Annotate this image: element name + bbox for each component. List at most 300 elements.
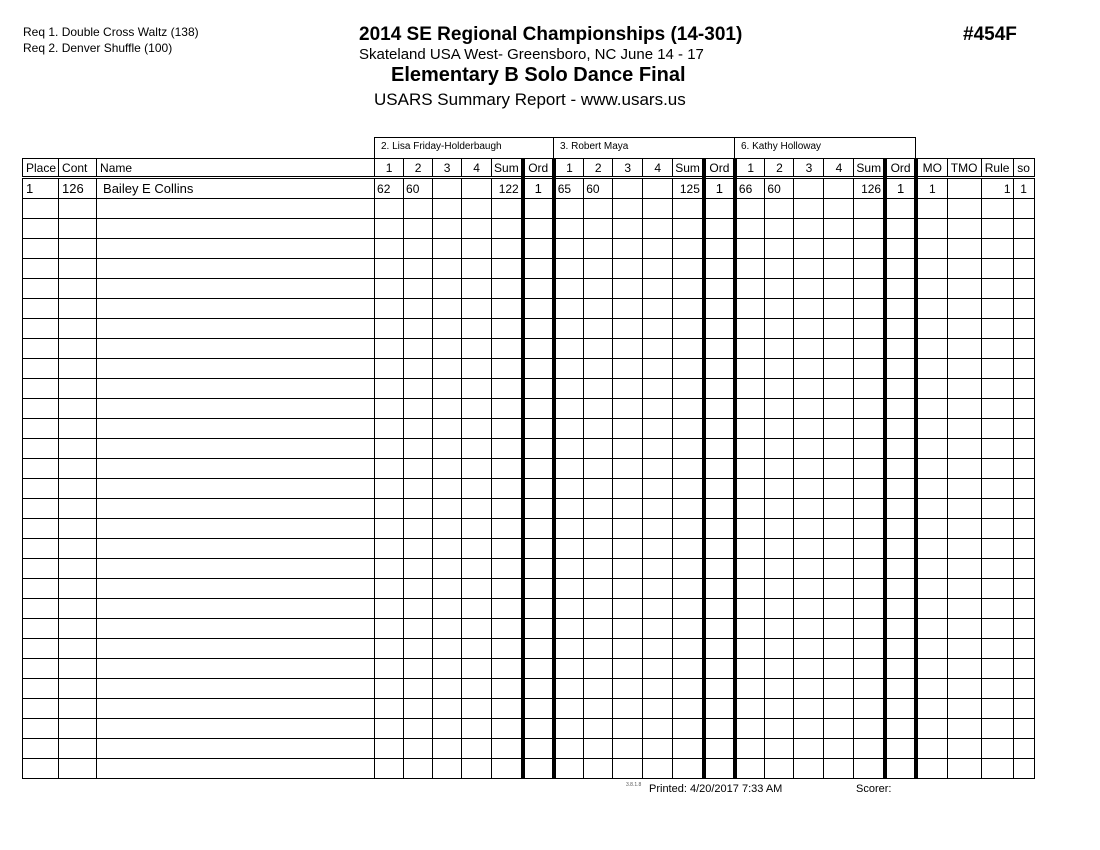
empty-cell [673,519,704,539]
empty-cell [404,639,433,659]
empty-cell [1013,579,1034,599]
empty-cell [613,279,643,299]
empty-cell [462,759,492,779]
empty-cell [765,719,794,739]
empty-cell [462,499,492,519]
empty-cell [433,239,462,259]
event-number: #454F [963,24,1017,45]
empty-cell [375,419,404,439]
empty-cell [981,499,1013,519]
empty-cell [462,359,492,379]
empty-cell [523,299,554,319]
empty-cell [947,699,981,719]
empty-cell [462,239,492,259]
empty-cell [735,359,765,379]
empty-cell [492,659,523,679]
empty-cell [462,279,492,299]
empty-cell [947,539,981,559]
empty-cell [916,559,947,579]
empty-cell [23,239,59,259]
empty-cell [404,479,433,499]
empty-cell [824,639,854,659]
empty-cell [981,279,1013,299]
empty-cell [97,559,375,579]
empty-cell [885,239,916,259]
empty-cell [673,219,704,239]
empty-cell [554,499,584,519]
empty-cell [673,319,704,339]
empty-cell [584,279,613,299]
empty-cell [433,559,462,579]
empty-cell [794,699,824,719]
j3-score-4 [824,178,854,199]
table-row-empty [23,459,1035,479]
empty-cell [404,759,433,779]
empty-cell [59,679,97,699]
empty-cell [433,319,462,339]
empty-cell [916,219,947,239]
empty-cell [97,539,375,559]
skater-name: Bailey E Collins [97,178,375,199]
empty-cell [765,319,794,339]
empty-cell [673,479,704,499]
empty-cell [59,519,97,539]
empty-cell [794,539,824,559]
empty-cell [885,519,916,539]
j1-ord: 1 [523,178,554,199]
empty-cell [554,679,584,699]
empty-cell [916,659,947,679]
empty-cell [643,419,673,439]
empty-cell [885,279,916,299]
empty-cell [613,599,643,619]
empty-cell [885,599,916,619]
empty-cell [981,519,1013,539]
empty-cell [981,399,1013,419]
empty-cell [523,399,554,419]
empty-cell [404,539,433,559]
empty-cell [613,579,643,599]
empty-cell [673,419,704,439]
empty-cell [735,219,765,239]
empty-cell [643,479,673,499]
empty-cell [824,619,854,639]
j3-col-1: 1 [735,159,765,178]
empty-cell [23,399,59,419]
empty-cell [584,419,613,439]
empty-cell [584,639,613,659]
empty-cell [981,639,1013,659]
empty-cell [59,719,97,739]
empty-cell [765,479,794,499]
empty-cell [1013,419,1034,439]
empty-cell [704,759,735,779]
empty-cell [854,699,885,719]
table-row-empty [23,639,1035,659]
printed-timestamp: Printed: 4/20/2017 7:33 AM [649,783,783,795]
empty-cell [643,579,673,599]
empty-cell [794,339,824,359]
empty-cell [673,699,704,719]
empty-cell [97,519,375,539]
empty-cell [765,459,794,479]
empty-cell [765,499,794,519]
empty-cell [643,359,673,379]
empty-cell [704,239,735,259]
table-row-empty [23,539,1035,559]
empty-cell [735,599,765,619]
empty-cell [613,759,643,779]
empty-cell [704,619,735,639]
empty-cell [97,459,375,479]
empty-cell [59,379,97,399]
empty-cell [704,259,735,279]
empty-cell [885,579,916,599]
empty-cell [554,579,584,599]
empty-cell [916,679,947,699]
j3-col-2: 2 [765,159,794,178]
empty-cell [794,619,824,639]
empty-cell [765,599,794,619]
empty-cell [1013,639,1034,659]
empty-cell [584,399,613,419]
empty-cell [643,759,673,779]
empty-cell [981,319,1013,339]
col-rule: Rule [981,159,1013,178]
empty-cell [404,659,433,679]
so-cell: 1 [1013,178,1034,199]
empty-cell [673,599,704,619]
empty-cell [673,459,704,479]
j1-col-2: 2 [404,159,433,178]
empty-cell [885,299,916,319]
empty-cell [23,199,59,219]
empty-cell [643,239,673,259]
j1-score-2: 60 [404,178,433,199]
empty-cell [433,199,462,219]
empty-cell [885,379,916,399]
empty-cell [462,439,492,459]
empty-cell [462,459,492,479]
empty-cell [59,539,97,559]
empty-cell [433,739,462,759]
empty-cell [735,759,765,779]
empty-cell [981,739,1013,759]
empty-cell [59,559,97,579]
empty-cell [916,319,947,339]
empty-cell [523,599,554,619]
empty-cell [433,459,462,479]
empty-cell [404,699,433,719]
empty-cell [59,739,97,759]
empty-cell [523,459,554,479]
empty-cell [824,559,854,579]
empty-cell [854,499,885,519]
empty-cell [885,619,916,639]
empty-cell [375,219,404,239]
j3-score-2: 60 [765,178,794,199]
empty-cell [947,759,981,779]
empty-cell [23,339,59,359]
table-row-empty [23,219,1035,239]
empty-cell [765,219,794,239]
empty-cell [1013,479,1034,499]
empty-cell [584,459,613,479]
empty-cell [492,739,523,759]
empty-cell [854,579,885,599]
empty-cell [673,639,704,659]
empty-cell [97,599,375,619]
empty-cell [462,719,492,739]
empty-cell [794,359,824,379]
j2-score-2: 60 [584,178,613,199]
empty-cell [916,759,947,779]
report-title: USARS Summary Report - www.usars.us [374,90,686,109]
empty-cell [462,739,492,759]
empty-cell [97,719,375,739]
empty-cell [554,319,584,339]
empty-cell [59,259,97,279]
empty-cell [97,339,375,359]
empty-cell [404,599,433,619]
empty-cell [584,339,613,359]
empty-cell [947,299,981,319]
empty-cell [584,739,613,759]
empty-cell [23,739,59,759]
empty-cell [673,619,704,639]
empty-cell [59,579,97,599]
empty-cell [947,479,981,499]
empty-cell [916,739,947,759]
empty-cell [554,199,584,219]
empty-cell [375,479,404,499]
empty-cell [23,299,59,319]
empty-cell [824,739,854,759]
empty-cell [404,499,433,519]
empty-cell [404,559,433,579]
j1-col-sum: Sum [492,159,523,178]
empty-cell [613,319,643,339]
empty-cell [59,319,97,339]
empty-cell [492,599,523,619]
empty-cell [1013,359,1034,379]
empty-cell [97,359,375,379]
empty-cell [854,599,885,619]
empty-cell [916,579,947,599]
empty-cell [1013,219,1034,239]
empty-cell [947,279,981,299]
empty-cell [584,599,613,619]
empty-cell [735,639,765,659]
empty-cell [765,579,794,599]
empty-cell [584,379,613,399]
empty-cell [854,259,885,279]
empty-cell [735,519,765,539]
empty-cell [375,259,404,279]
empty-cell [554,599,584,619]
empty-cell [523,579,554,599]
empty-cell [433,579,462,599]
empty-cell [947,199,981,219]
empty-cell [885,739,916,759]
empty-cell [523,699,554,719]
empty-cell [584,659,613,679]
empty-cell [885,539,916,559]
empty-cell [854,619,885,639]
empty-cell [492,239,523,259]
empty-cell [673,199,704,219]
empty-cell [643,539,673,559]
empty-cell [794,599,824,619]
empty-cell [554,619,584,639]
empty-cell [554,459,584,479]
empty-cell [554,299,584,319]
empty-cell [885,659,916,679]
col-mo: MO [916,159,947,178]
empty-cell [554,339,584,359]
empty-cell [554,759,584,779]
empty-cell [704,439,735,459]
empty-cell [794,239,824,259]
empty-cell [584,259,613,279]
competition-title: 2014 SE Regional Championships (14-301) [359,24,743,45]
empty-cell [885,219,916,239]
empty-cell [97,439,375,459]
empty-cell [673,759,704,779]
empty-cell [673,739,704,759]
empty-cell [97,199,375,219]
empty-cell [375,279,404,299]
empty-cell [613,519,643,539]
empty-cell [462,639,492,659]
empty-cell [981,579,1013,599]
empty-cell [885,199,916,219]
empty-cell [704,459,735,479]
empty-cell [704,339,735,359]
empty-cell [765,519,794,539]
empty-cell [981,379,1013,399]
table-row-empty [23,399,1035,419]
empty-cell [1013,719,1034,739]
table-row-empty [23,439,1035,459]
empty-cell [492,379,523,399]
empty-cell [23,459,59,479]
col-name: Name [97,159,375,178]
empty-cell [492,559,523,579]
empty-cell [23,439,59,459]
empty-cell [404,319,433,339]
empty-cell [704,699,735,719]
empty-cell [824,659,854,679]
empty-cell [554,279,584,299]
empty-cell [854,719,885,739]
empty-cell [404,339,433,359]
empty-cell [765,259,794,279]
empty-cell [916,259,947,279]
empty-cell [59,479,97,499]
empty-cell [854,759,885,779]
empty-cell [59,239,97,259]
j2-ord: 1 [704,178,735,199]
empty-cell [643,379,673,399]
empty-cell [824,579,854,599]
empty-cell [765,339,794,359]
empty-cell [59,359,97,379]
empty-cell [704,579,735,599]
empty-cell [1013,439,1034,459]
empty-cell [492,439,523,459]
empty-cell [643,399,673,419]
empty-cell [643,219,673,239]
empty-cell [794,379,824,399]
j2-col-3: 3 [613,159,643,178]
empty-cell [794,719,824,739]
empty-cell [981,419,1013,439]
empty-cell [23,419,59,439]
empty-cell [433,379,462,399]
empty-cell [375,499,404,519]
empty-cell [643,279,673,299]
empty-cell [916,299,947,319]
empty-cell [375,759,404,779]
empty-cell [97,759,375,779]
empty-cell [375,599,404,619]
empty-cell [794,219,824,239]
empty-cell [462,379,492,399]
place-cell: 1 [23,178,59,199]
empty-cell [97,319,375,339]
empty-cell [643,319,673,339]
empty-cell [704,539,735,559]
empty-cell [735,339,765,359]
empty-cell [824,279,854,299]
empty-cell [765,679,794,699]
empty-cell [613,459,643,479]
empty-cell [554,539,584,559]
table-row-empty [23,519,1035,539]
empty-cell [523,479,554,499]
empty-cell [765,659,794,679]
empty-cell [794,519,824,539]
empty-cell [97,399,375,419]
empty-cell [765,379,794,399]
empty-cell [765,359,794,379]
empty-cell [673,299,704,319]
empty-cell [704,299,735,319]
empty-cell [765,199,794,219]
required-dance-2: Req 2. Denver Shuffle (100) [23,41,173,55]
empty-cell [916,419,947,439]
empty-cell [704,479,735,499]
empty-cell [947,659,981,679]
empty-cell [1013,199,1034,219]
empty-cell [23,259,59,279]
empty-cell [97,639,375,659]
empty-cell [885,359,916,379]
empty-cell [794,399,824,419]
j3-ord: 1 [885,178,916,199]
empty-cell [765,299,794,319]
empty-cell [643,559,673,579]
table-row-empty [23,759,1035,779]
empty-cell [584,359,613,379]
empty-cell [765,759,794,779]
empty-cell [492,279,523,299]
empty-cell [433,619,462,639]
j2-col-4: 4 [643,159,673,178]
empty-cell [704,359,735,379]
j3-score-3 [794,178,824,199]
